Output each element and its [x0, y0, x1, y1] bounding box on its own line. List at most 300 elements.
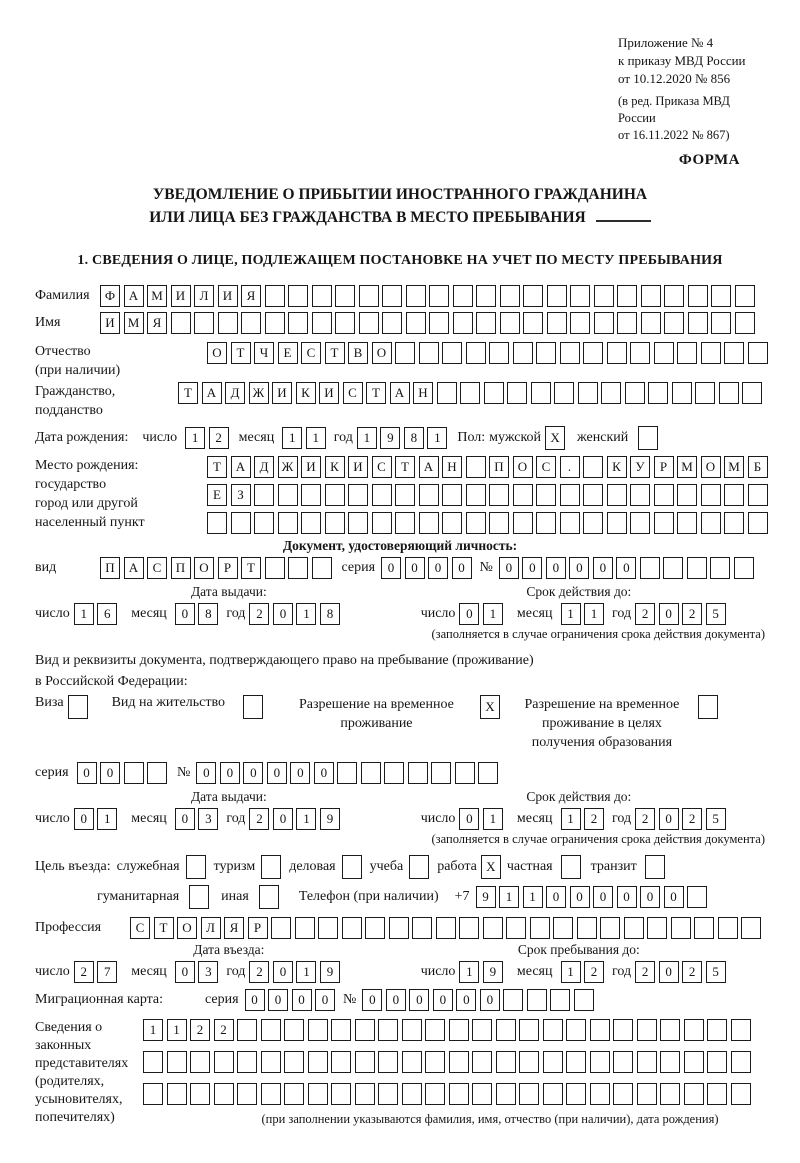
residence-permit-checkbox[interactable]	[243, 695, 263, 719]
form-cell[interactable]	[331, 1051, 351, 1073]
form-cell[interactable]	[687, 886, 707, 908]
form-cell[interactable]	[607, 484, 627, 506]
form-cell[interactable]: 2	[249, 603, 269, 625]
form-cell[interactable]	[442, 342, 462, 364]
form-cell[interactable]: 2	[584, 808, 604, 830]
form-cell[interactable]: 0	[617, 886, 637, 908]
form-cell[interactable]	[594, 285, 614, 307]
form-cell[interactable]: И	[348, 456, 368, 478]
form-cell[interactable]: К	[325, 456, 345, 478]
form-cell[interactable]: 7	[97, 961, 117, 983]
form-cell[interactable]	[301, 484, 321, 506]
form-cell[interactable]: 0	[175, 808, 195, 830]
form-cell[interactable]	[531, 382, 551, 404]
form-cell[interactable]: Т	[241, 557, 261, 579]
form-cell[interactable]	[637, 1019, 657, 1041]
form-cell[interactable]: 0	[77, 762, 97, 784]
form-cell[interactable]: С	[130, 917, 150, 939]
form-cell[interactable]	[503, 989, 523, 1011]
form-cell[interactable]: 8	[320, 603, 340, 625]
form-cell[interactable]	[476, 312, 496, 334]
form-cell[interactable]	[648, 382, 668, 404]
purpose-tourism-checkbox[interactable]	[261, 855, 281, 879]
form-cell[interactable]: Б	[748, 456, 768, 478]
form-cell[interactable]	[378, 1051, 398, 1073]
form-cell[interactable]	[607, 342, 627, 364]
form-cell[interactable]: Р	[248, 917, 268, 939]
form-cell[interactable]: Я	[224, 917, 244, 939]
form-cell[interactable]: 8	[404, 427, 424, 449]
form-cell[interactable]	[677, 342, 697, 364]
form-cell[interactable]	[724, 512, 744, 534]
form-cell[interactable]: 0	[273, 961, 293, 983]
form-cell[interactable]	[406, 285, 426, 307]
form-cell[interactable]	[284, 1051, 304, 1073]
form-cell[interactable]	[265, 285, 285, 307]
form-cell[interactable]: О	[194, 557, 214, 579]
form-cell[interactable]	[365, 917, 385, 939]
form-cell[interactable]	[476, 285, 496, 307]
form-cell[interactable]	[583, 342, 603, 364]
form-cell[interactable]: 0	[659, 808, 679, 830]
form-cell[interactable]	[647, 917, 667, 939]
form-cell[interactable]	[348, 512, 368, 534]
form-cell[interactable]: Я	[241, 285, 261, 307]
form-cell[interactable]	[543, 1083, 563, 1105]
form-cell[interactable]	[748, 512, 768, 534]
form-cell[interactable]: 1	[282, 427, 302, 449]
form-cell[interactable]	[625, 382, 645, 404]
form-cell[interactable]	[601, 382, 621, 404]
form-cell[interactable]	[406, 312, 426, 334]
form-cell[interactable]: 0	[459, 603, 479, 625]
form-cell[interactable]	[288, 557, 308, 579]
form-cell[interactable]	[143, 1083, 163, 1105]
form-cell[interactable]: О	[513, 456, 533, 478]
form-cell[interactable]: 1	[523, 886, 543, 908]
form-cell[interactable]	[654, 342, 674, 364]
form-cell[interactable]	[278, 512, 298, 534]
form-cell[interactable]	[355, 1019, 375, 1041]
form-cell[interactable]	[550, 989, 570, 1011]
form-cell[interactable]: Л	[194, 285, 214, 307]
form-cell[interactable]	[395, 342, 415, 364]
form-cell[interactable]	[382, 285, 402, 307]
form-cell[interactable]	[312, 312, 332, 334]
form-cell[interactable]: К	[296, 382, 316, 404]
form-cell[interactable]	[701, 484, 721, 506]
form-cell[interactable]	[466, 342, 486, 364]
form-cell[interactable]: 1	[167, 1019, 187, 1041]
form-cell[interactable]	[624, 917, 644, 939]
form-cell[interactable]	[459, 917, 479, 939]
form-cell[interactable]: 0	[659, 603, 679, 625]
form-cell[interactable]: 0	[659, 961, 679, 983]
form-cell[interactable]: 0	[314, 762, 334, 784]
form-cell[interactable]	[543, 1019, 563, 1041]
form-cell[interactable]: П	[100, 557, 120, 579]
form-cell[interactable]: Ч	[254, 342, 274, 364]
form-cell[interactable]	[455, 762, 475, 784]
form-cell[interactable]: Т	[154, 917, 174, 939]
form-cell[interactable]: И	[100, 312, 120, 334]
form-cell[interactable]	[654, 484, 674, 506]
form-cell[interactable]: 1	[427, 427, 447, 449]
form-cell[interactable]	[711, 285, 731, 307]
form-cell[interactable]	[607, 512, 627, 534]
form-cell[interactable]: 0	[616, 557, 636, 579]
form-cell[interactable]: 0	[196, 762, 216, 784]
form-cell[interactable]: 0	[315, 989, 335, 1011]
form-cell[interactable]: 0	[433, 989, 453, 1011]
form-cell[interactable]: Р	[218, 557, 238, 579]
form-cell[interactable]: 0	[499, 557, 519, 579]
form-cell[interactable]	[384, 762, 404, 784]
form-cell[interactable]: 0	[546, 557, 566, 579]
form-cell[interactable]	[453, 312, 473, 334]
form-cell[interactable]	[425, 1051, 445, 1073]
form-cell[interactable]: 3	[198, 961, 218, 983]
form-cell[interactable]	[355, 1083, 375, 1105]
form-cell[interactable]: 2	[249, 808, 269, 830]
form-cell[interactable]	[355, 1051, 375, 1073]
form-cell[interactable]	[617, 285, 637, 307]
form-cell[interactable]	[695, 382, 715, 404]
temp-residence-checkbox[interactable]: X	[480, 695, 500, 719]
form-cell[interactable]	[372, 484, 392, 506]
form-cell[interactable]	[312, 285, 332, 307]
form-cell[interactable]	[325, 512, 345, 534]
form-cell[interactable]	[523, 312, 543, 334]
form-cell[interactable]	[507, 382, 527, 404]
form-cell[interactable]: О	[177, 917, 197, 939]
form-cell[interactable]	[654, 512, 674, 534]
form-cell[interactable]	[613, 1019, 633, 1041]
form-cell[interactable]: 1	[143, 1019, 163, 1041]
form-cell[interactable]: 1	[483, 603, 503, 625]
form-cell[interactable]	[684, 1083, 704, 1105]
form-cell[interactable]	[560, 512, 580, 534]
form-cell[interactable]	[449, 1083, 469, 1105]
form-cell[interactable]: 0	[175, 961, 195, 983]
form-cell[interactable]	[460, 382, 480, 404]
form-cell[interactable]	[167, 1051, 187, 1073]
form-cell[interactable]: О	[372, 342, 392, 364]
form-cell[interactable]: 5	[706, 603, 726, 625]
form-cell[interactable]	[429, 285, 449, 307]
form-cell[interactable]	[442, 484, 462, 506]
form-cell[interactable]: 0	[386, 989, 406, 1011]
form-cell[interactable]	[395, 484, 415, 506]
form-cell[interactable]: 1	[97, 808, 117, 830]
form-cell[interactable]: 0	[268, 989, 288, 1011]
form-cell[interactable]: 1	[357, 427, 377, 449]
form-cell[interactable]: И	[272, 382, 292, 404]
form-cell[interactable]	[453, 285, 473, 307]
form-cell[interactable]	[261, 1019, 281, 1041]
form-cell[interactable]	[560, 342, 580, 364]
form-cell[interactable]: 1	[296, 961, 316, 983]
form-cell[interactable]: 1	[584, 603, 604, 625]
form-cell[interactable]	[312, 557, 332, 579]
form-cell[interactable]: 0	[456, 989, 476, 1011]
form-cell[interactable]: Е	[207, 484, 227, 506]
form-cell[interactable]	[284, 1083, 304, 1105]
form-cell[interactable]	[496, 1051, 516, 1073]
form-cell[interactable]	[254, 512, 274, 534]
form-cell[interactable]	[389, 917, 409, 939]
form-cell[interactable]	[734, 557, 754, 579]
form-cell[interactable]	[348, 484, 368, 506]
purpose-study-checkbox[interactable]	[409, 855, 429, 879]
form-cell[interactable]: 0	[522, 557, 542, 579]
form-cell[interactable]: 2	[682, 961, 702, 983]
form-cell[interactable]: С	[343, 382, 363, 404]
form-cell[interactable]: И	[319, 382, 339, 404]
form-cell[interactable]	[583, 512, 603, 534]
form-cell[interactable]	[331, 1019, 351, 1041]
form-cell[interactable]	[570, 285, 590, 307]
form-cell[interactable]: М	[677, 456, 697, 478]
purpose-commercial-checkbox[interactable]	[342, 855, 362, 879]
form-cell[interactable]	[271, 917, 291, 939]
form-cell[interactable]: 0	[74, 808, 94, 830]
form-cell[interactable]: С	[372, 456, 392, 478]
form-cell[interactable]: 0	[273, 603, 293, 625]
form-cell[interactable]	[496, 1019, 516, 1041]
form-cell[interactable]	[600, 917, 620, 939]
form-cell[interactable]	[641, 285, 661, 307]
form-cell[interactable]	[449, 1051, 469, 1073]
form-cell[interactable]	[543, 1051, 563, 1073]
form-cell[interactable]: С	[301, 342, 321, 364]
form-cell[interactable]	[718, 917, 738, 939]
form-cell[interactable]	[483, 917, 503, 939]
form-cell[interactable]	[630, 342, 650, 364]
form-cell[interactable]	[519, 1083, 539, 1105]
form-cell[interactable]	[318, 917, 338, 939]
form-cell[interactable]: 0	[100, 762, 120, 784]
form-cell[interactable]: 2	[682, 808, 702, 830]
form-cell[interactable]	[560, 484, 580, 506]
form-cell[interactable]	[637, 1051, 657, 1073]
form-cell[interactable]: 1	[459, 961, 479, 983]
form-cell[interactable]: 0	[362, 989, 382, 1011]
form-cell[interactable]: А	[231, 456, 251, 478]
form-cell[interactable]: М	[724, 456, 744, 478]
form-cell[interactable]	[724, 484, 744, 506]
form-cell[interactable]	[261, 1083, 281, 1105]
form-cell[interactable]	[478, 762, 498, 784]
form-cell[interactable]	[402, 1019, 422, 1041]
form-cell[interactable]	[288, 312, 308, 334]
form-cell[interactable]: О	[207, 342, 227, 364]
form-cell[interactable]	[637, 1083, 657, 1105]
form-cell[interactable]	[261, 1051, 281, 1073]
form-cell[interactable]: 0	[220, 762, 240, 784]
form-cell[interactable]: 0	[569, 557, 589, 579]
form-cell[interactable]	[489, 342, 509, 364]
form-cell[interactable]	[419, 342, 439, 364]
form-cell[interactable]	[731, 1051, 751, 1073]
form-cell[interactable]	[613, 1051, 633, 1073]
form-cell[interactable]	[143, 1051, 163, 1073]
form-cell[interactable]	[378, 1083, 398, 1105]
form-cell[interactable]	[664, 285, 684, 307]
form-cell[interactable]: 1	[306, 427, 326, 449]
form-cell[interactable]: Д	[254, 456, 274, 478]
form-cell[interactable]	[466, 484, 486, 506]
form-cell[interactable]	[308, 1083, 328, 1105]
form-cell[interactable]: 1	[296, 808, 316, 830]
form-cell[interactable]: 0	[267, 762, 287, 784]
form-cell[interactable]: К	[607, 456, 627, 478]
form-cell[interactable]	[237, 1019, 257, 1041]
form-cell[interactable]	[684, 1019, 704, 1041]
form-cell[interactable]	[395, 512, 415, 534]
form-cell[interactable]	[684, 1051, 704, 1073]
form-cell[interactable]: 2	[682, 603, 702, 625]
form-cell[interactable]	[660, 1019, 680, 1041]
form-cell[interactable]	[664, 312, 684, 334]
form-cell[interactable]	[574, 989, 594, 1011]
form-cell[interactable]	[472, 1083, 492, 1105]
form-cell[interactable]: А	[202, 382, 222, 404]
form-cell[interactable]: С	[147, 557, 167, 579]
form-cell[interactable]	[731, 1019, 751, 1041]
form-cell[interactable]	[688, 312, 708, 334]
form-cell[interactable]: 1	[499, 886, 519, 908]
form-cell[interactable]	[382, 312, 402, 334]
form-cell[interactable]	[748, 342, 768, 364]
purpose-transit-checkbox[interactable]	[645, 855, 665, 879]
form-cell[interactable]	[436, 917, 456, 939]
form-cell[interactable]	[171, 312, 191, 334]
form-cell[interactable]	[711, 312, 731, 334]
form-cell[interactable]	[265, 557, 285, 579]
form-cell[interactable]	[547, 285, 567, 307]
form-cell[interactable]: 8	[198, 603, 218, 625]
form-cell[interactable]	[288, 285, 308, 307]
purpose-other-checkbox[interactable]	[259, 885, 279, 909]
form-cell[interactable]	[449, 1019, 469, 1041]
form-cell[interactable]	[513, 342, 533, 364]
form-cell[interactable]	[214, 1051, 234, 1073]
form-cell[interactable]: А	[124, 557, 144, 579]
form-cell[interactable]: 2	[74, 961, 94, 983]
form-cell[interactable]	[688, 285, 708, 307]
form-cell[interactable]: О	[701, 456, 721, 478]
form-cell[interactable]: П	[171, 557, 191, 579]
form-cell[interactable]	[237, 1083, 257, 1105]
form-cell[interactable]	[378, 1019, 398, 1041]
form-cell[interactable]: 0	[480, 989, 500, 1011]
form-cell[interactable]: Ж	[278, 456, 298, 478]
form-cell[interactable]	[630, 512, 650, 534]
form-cell[interactable]: 9	[320, 961, 340, 983]
form-cell[interactable]	[207, 512, 227, 534]
form-cell[interactable]: 0	[593, 557, 613, 579]
form-cell[interactable]	[301, 512, 321, 534]
form-cell[interactable]	[442, 512, 462, 534]
form-cell[interactable]	[594, 312, 614, 334]
form-cell[interactable]	[672, 382, 692, 404]
form-cell[interactable]	[429, 312, 449, 334]
form-cell[interactable]	[359, 312, 379, 334]
form-cell[interactable]: 1	[561, 603, 581, 625]
form-cell[interactable]	[513, 512, 533, 534]
form-cell[interactable]: 0	[409, 989, 429, 1011]
form-cell[interactable]: А	[419, 456, 439, 478]
form-cell[interactable]: 1	[483, 808, 503, 830]
form-cell[interactable]	[308, 1019, 328, 1041]
form-cell[interactable]	[687, 557, 707, 579]
form-cell[interactable]	[124, 762, 144, 784]
form-cell[interactable]: А	[124, 285, 144, 307]
form-cell[interactable]	[660, 1083, 680, 1105]
form-cell[interactable]	[472, 1051, 492, 1073]
form-cell[interactable]: 0	[546, 886, 566, 908]
form-cell[interactable]: 2	[635, 603, 655, 625]
form-cell[interactable]: И	[218, 285, 238, 307]
form-cell[interactable]	[583, 456, 603, 478]
form-cell[interactable]: Т	[395, 456, 415, 478]
form-cell[interactable]	[342, 917, 362, 939]
form-cell[interactable]	[190, 1083, 210, 1105]
form-cell[interactable]: 5	[706, 808, 726, 830]
form-cell[interactable]	[308, 1051, 328, 1073]
form-cell[interactable]	[741, 917, 761, 939]
form-cell[interactable]	[570, 312, 590, 334]
form-cell[interactable]	[663, 557, 683, 579]
form-cell[interactable]	[147, 762, 167, 784]
form-cell[interactable]: Т	[366, 382, 386, 404]
form-cell[interactable]: 1	[74, 603, 94, 625]
form-cell[interactable]	[641, 312, 661, 334]
form-cell[interactable]	[218, 312, 238, 334]
form-cell[interactable]: А	[390, 382, 410, 404]
form-cell[interactable]	[372, 512, 392, 534]
form-cell[interactable]	[735, 285, 755, 307]
form-cell[interactable]	[484, 382, 504, 404]
form-cell[interactable]	[466, 512, 486, 534]
form-cell[interactable]	[566, 1083, 586, 1105]
form-cell[interactable]	[325, 484, 345, 506]
form-cell[interactable]	[431, 762, 451, 784]
form-cell[interactable]: 0	[452, 557, 472, 579]
form-cell[interactable]	[412, 917, 432, 939]
form-cell[interactable]: Е	[278, 342, 298, 364]
form-cell[interactable]	[295, 917, 315, 939]
form-cell[interactable]: Р	[654, 456, 674, 478]
form-cell[interactable]	[527, 989, 547, 1011]
form-cell[interactable]: 0	[290, 762, 310, 784]
form-cell[interactable]	[466, 456, 486, 478]
form-cell[interactable]: Д	[225, 382, 245, 404]
form-cell[interactable]	[707, 1083, 727, 1105]
form-cell[interactable]	[408, 762, 428, 784]
form-cell[interactable]: Н	[413, 382, 433, 404]
form-cell[interactable]	[419, 484, 439, 506]
form-cell[interactable]: П	[489, 456, 509, 478]
form-cell[interactable]	[536, 342, 556, 364]
form-cell[interactable]	[701, 512, 721, 534]
sex-male-checkbox[interactable]: X	[545, 426, 565, 450]
form-cell[interactable]	[419, 512, 439, 534]
form-cell[interactable]: Л	[201, 917, 221, 939]
form-cell[interactable]	[500, 285, 520, 307]
form-cell[interactable]	[496, 1083, 516, 1105]
